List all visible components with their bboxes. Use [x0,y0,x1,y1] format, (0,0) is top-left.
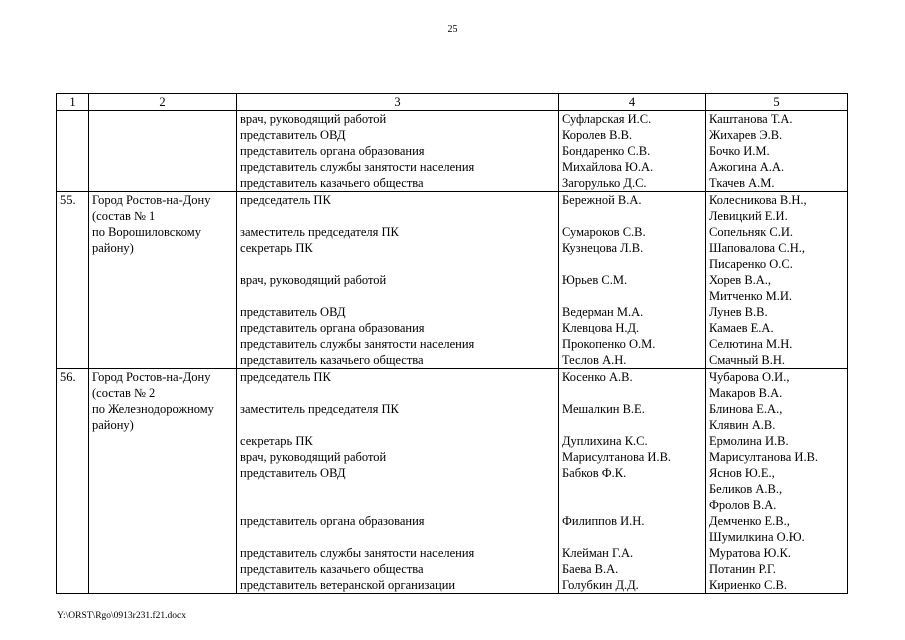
reserve-name: Камаев Е.А. [709,321,774,335]
page-number: 25 [447,24,458,35]
table-row [57,192,848,369]
role-label: представитель органа образования [240,514,425,528]
member-name: Юрьев С.М. [562,273,628,287]
region-line: Город Ростов-на-Дону [92,193,211,207]
member-name: Баева В.А. [562,562,619,576]
member-cell [559,111,706,192]
reserve-name: Потанин Р.Г. [709,562,776,576]
reserve-name: Писаренко О.С. [709,257,793,271]
role-label: представитель ОВД [240,305,346,319]
reserve-name: Колесникова В.Н., [709,193,807,207]
header-col-5: 5 [706,94,848,111]
role-label: представитель ОВД [240,128,346,142]
member-name: Дуплихина К.С. [562,434,648,448]
row-number [57,111,89,192]
reserve-name: Лунев В.В. [709,305,768,319]
reserve-name: Ермолина И.В. [709,434,789,448]
reserve-cell [706,111,848,192]
reserve-name: Макаров В.А. [709,386,783,400]
role-label: врач, руководящий работой [240,273,387,287]
member-name: Косенко А.В. [562,370,633,384]
reserve-name: Каштанова Т.А. [709,112,793,126]
region-line: по Ворошиловскому [92,225,201,239]
region-line: (состав № 1 [92,209,156,223]
header-col-4: 4 [559,94,706,111]
reserve-name: Селютина М.Н. [709,337,793,351]
role-cell [237,111,559,192]
reserve-cell [706,369,848,594]
member-name: Королев В.В. [562,128,633,142]
role-cell [237,192,559,369]
reserve-name: Хорев В.А., [709,273,772,287]
reserve-name: Чубарова О.И., [709,370,790,384]
table-row [57,111,848,192]
row-number: 56. [57,369,89,594]
member-name: Сумароков С.В. [562,225,646,239]
reserve-name: Бочко И.М. [709,144,770,158]
member-name: Клевцова Н.Д. [562,321,640,335]
member-name: Кузнецова Л.В. [562,241,644,255]
table-row [57,369,848,594]
member-name: Ведерман М.А. [562,305,644,319]
reserve-name: Демченко Е.В., [709,514,790,528]
reserve-name: Жихарев Э.В. [709,128,783,142]
header-col-2: 2 [89,94,237,111]
region-line: району) [92,241,134,255]
reserve-name: Яснов Ю.Е., [709,466,775,480]
role-label: представитель казачьего общества [240,562,424,576]
role-label: заместитель председателя ПК [240,402,399,416]
role-label: представитель казачьего общества [240,353,424,367]
member-name: Клейман Г.А. [562,546,634,560]
role-label: представитель ОВД [240,466,346,480]
member-name: Теслов А.Н. [562,353,627,367]
reserve-name: Шумилкина О.Ю. [709,530,805,544]
region-line: (состав № 2 [92,386,156,400]
reserve-name: Блинова Е.А., [709,402,783,416]
role-label: представитель службы занятости населения [240,337,475,351]
reserve-name: Митченко М.И. [709,289,792,303]
member-name: Суфларская И.С. [562,112,652,126]
region-line: по Железнодорожному [92,402,214,416]
reserve-name: Клявин А.В. [709,418,776,432]
reserve-name: Сопельняк С.И. [709,225,794,239]
row-number: 55. [57,192,89,369]
commission-table [56,93,848,594]
reserve-name: Ажогина А.А. [709,160,785,174]
reserve-name: Муратова Ю.К. [709,546,791,560]
member-name: Загорулько Д.С. [562,176,647,190]
role-label: представитель казачьего общества [240,176,424,190]
region-line: Город Ростов-на-Дону [92,370,211,384]
role-label: представитель органа образования [240,144,425,158]
role-label: представитель службы занятости населения [240,160,475,174]
region-cell [89,111,237,192]
reserve-name: Левицкий Е.И. [709,209,788,223]
member-cell [559,192,706,369]
role-label: председатель ПК [240,193,331,207]
header-row [57,94,848,111]
region-cell [89,192,237,369]
region-cell [89,369,237,594]
file-path-footer: Y:\ORST\Rgo\0913r231.f21.docx [57,611,186,621]
role-label: представитель органа образования [240,321,425,335]
reserve-cell [706,192,848,369]
region-line: району) [92,418,134,432]
member-cell [559,369,706,594]
reserve-name: Шаповалова С.Н., [709,241,805,255]
member-name: Прокопенко О.М. [562,337,656,351]
role-label: секретарь ПК [240,434,313,448]
header-col-1: 1 [57,94,89,111]
role-label: председатель ПК [240,370,331,384]
member-name: Бережной В.А. [562,193,642,207]
reserve-name: Ткачев А.М. [709,176,775,190]
reserve-name: Марисултанова И.В. [709,450,819,464]
role-label: врач, руководящий работой [240,450,387,464]
member-name: Марисултанова И.В. [562,450,672,464]
role-label: секретарь ПК [240,241,313,255]
member-name: Михайлова Ю.А. [562,160,654,174]
reserve-name: Фролов В.А. [709,498,777,512]
role-cell [237,369,559,594]
reserve-name: Смачный В.Н. [709,353,786,367]
member-name: Голубкин Д.Д. [562,578,639,592]
member-name: Бабков Ф.К. [562,466,627,480]
reserve-name: Беликов А.В., [709,482,783,496]
reserve-name: Кириенко С.В. [709,578,787,592]
role-label: представитель службы занятости населения [240,546,475,560]
header-col-3: 3 [237,94,559,111]
role-label: заместитель председателя ПК [240,225,399,239]
role-label: врач, руководящий работой [240,112,387,126]
member-name: Филиппов И.Н. [562,514,645,528]
role-label: представитель ветеранской организации [240,578,456,592]
member-name: Бондаренко С.В. [562,144,651,158]
member-name: Мешалкин В.Е. [562,402,645,416]
